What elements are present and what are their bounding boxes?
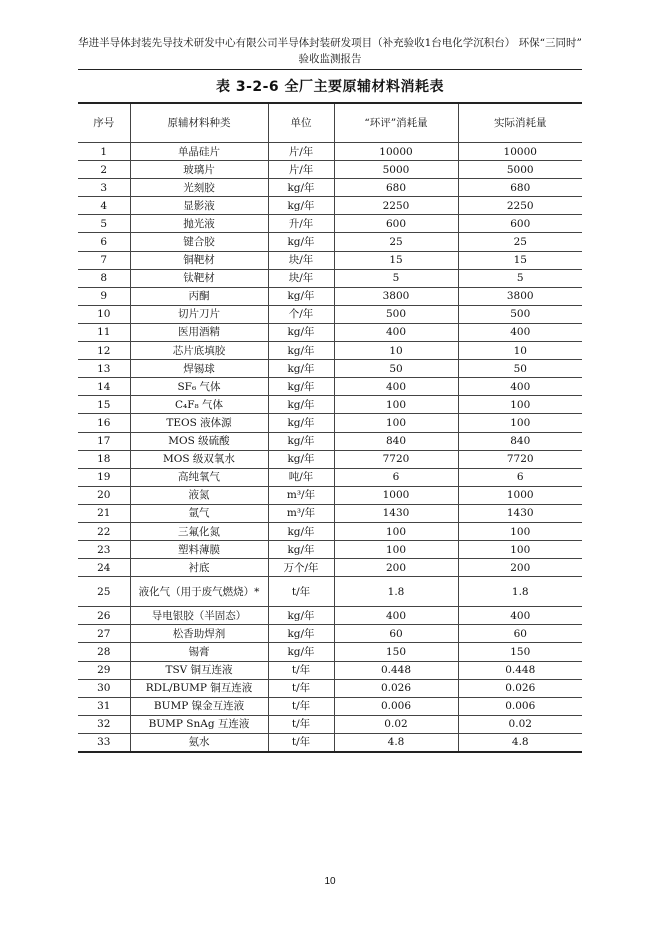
cell-material-name: C₄F₈ 气体: [130, 396, 268, 414]
table-row: [78, 360, 582, 378]
table-row: [78, 287, 582, 305]
table-row: [78, 450, 582, 468]
cell-eia-consumption: 1000: [334, 486, 458, 504]
cell-number: 8: [78, 269, 130, 287]
table-row: [78, 233, 582, 251]
table-row: [78, 197, 582, 215]
table-row: [78, 269, 582, 287]
cell-eia-consumption: 0.006: [334, 697, 458, 715]
table-row: [78, 323, 582, 341]
cell-unit: kg/年: [268, 287, 334, 305]
cell-unit: kg/年: [268, 414, 334, 432]
cell-number: 15: [78, 396, 130, 414]
cell-number: 23: [78, 541, 130, 559]
cell-actual-consumption: 0.02: [458, 715, 582, 733]
table-row: [78, 161, 582, 179]
cell-actual-consumption: 200: [458, 559, 582, 577]
cell-number: 25: [78, 577, 130, 607]
table-row: [78, 179, 582, 197]
cell-number: 32: [78, 715, 130, 733]
cell-actual-consumption: 4.8: [458, 733, 582, 752]
cell-eia-consumption: 10: [334, 342, 458, 360]
table-row: [78, 215, 582, 233]
table-row: [78, 305, 582, 323]
cell-material-name: 导电银胶（半固态）: [130, 607, 268, 625]
cell-actual-consumption: 5: [458, 269, 582, 287]
cell-unit: kg/年: [268, 522, 334, 540]
table-row: [78, 625, 582, 643]
cell-unit: kg/年: [268, 396, 334, 414]
cell-unit: kg/年: [268, 625, 334, 643]
cell-number: 6: [78, 233, 130, 251]
cell-actual-consumption: 840: [458, 432, 582, 450]
cell-unit: t/年: [268, 733, 334, 752]
table-row: [78, 432, 582, 450]
cell-unit: kg/年: [268, 360, 334, 378]
cell-number: 12: [78, 342, 130, 360]
cell-unit: kg/年: [268, 541, 334, 559]
cell-unit: 升/年: [268, 215, 334, 233]
table-row: [78, 504, 582, 522]
page-number: 10: [324, 876, 336, 887]
cell-material-name: 液氮: [130, 486, 268, 504]
cell-unit: 万个/年: [268, 559, 334, 577]
cell-eia-consumption: 100: [334, 414, 458, 432]
cell-material-name: 钛靶材: [130, 269, 268, 287]
cell-eia-consumption: 5: [334, 269, 458, 287]
cell-material-name: 氩气: [130, 504, 268, 522]
cell-actual-consumption: 100: [458, 396, 582, 414]
cell-material-name: 抛光液: [130, 215, 268, 233]
cell-eia-consumption: 1.8: [334, 577, 458, 607]
cell-actual-consumption: 0.006: [458, 697, 582, 715]
cell-number: 29: [78, 661, 130, 679]
cell-eia-consumption: 4.8: [334, 733, 458, 752]
cell-material-name: 显影液: [130, 197, 268, 215]
cell-actual-consumption: 680: [458, 179, 582, 197]
cell-unit: m³/年: [268, 504, 334, 522]
cell-material-name: 液化气（用于废气燃烧）*: [130, 577, 268, 607]
cell-material-name: TEOS 液体源: [130, 414, 268, 432]
cell-material-name: 光刻胶: [130, 179, 268, 197]
table-row: [78, 643, 582, 661]
table-row: [78, 679, 582, 697]
cell-material-name: 三氟化氮: [130, 522, 268, 540]
cell-unit: kg/年: [268, 643, 334, 661]
cell-material-name: 铜靶材: [130, 251, 268, 269]
cell-actual-consumption: 1430: [458, 504, 582, 522]
header-divider: [78, 69, 582, 70]
cell-material-name: 塑料薄膜: [130, 541, 268, 559]
cell-eia-consumption: 10000: [334, 143, 458, 161]
cell-number: 19: [78, 468, 130, 486]
cell-material-name: 医用酒精: [130, 323, 268, 341]
header-line-1: 华进半导体封装先导技术研发中心有限公司半导体封装研发项目（补充验收1台电化学沉积台） 环保“三同时”: [78, 37, 582, 49]
cell-number: 30: [78, 679, 130, 697]
cell-eia-consumption: 60: [334, 625, 458, 643]
column-header-unit: 单位: [268, 103, 334, 143]
table-row: [78, 715, 582, 733]
cell-eia-consumption: 1430: [334, 504, 458, 522]
cell-material-name: 丙酮: [130, 287, 268, 305]
table-row: [78, 559, 582, 577]
table-body: [78, 143, 582, 753]
cell-material-name: 高纯氧气: [130, 468, 268, 486]
cell-actual-consumption: 400: [458, 323, 582, 341]
cell-material-name: 松香助焊剂: [130, 625, 268, 643]
cell-eia-consumption: 400: [334, 607, 458, 625]
cell-material-name: 锡膏: [130, 643, 268, 661]
cell-actual-consumption: 600: [458, 215, 582, 233]
cell-actual-consumption: 3800: [458, 287, 582, 305]
cell-eia-consumption: 15: [334, 251, 458, 269]
cell-actual-consumption: 5000: [458, 161, 582, 179]
cell-unit: kg/年: [268, 197, 334, 215]
table-row: [78, 468, 582, 486]
cell-number: 21: [78, 504, 130, 522]
cell-material-name: SF₆ 气体: [130, 378, 268, 396]
cell-eia-consumption: 680: [334, 179, 458, 197]
cell-unit: 个/年: [268, 305, 334, 323]
cell-number: 18: [78, 450, 130, 468]
cell-eia-consumption: 840: [334, 432, 458, 450]
cell-eia-consumption: 400: [334, 378, 458, 396]
table-row: [78, 378, 582, 396]
cell-unit: kg/年: [268, 342, 334, 360]
cell-number: 1: [78, 143, 130, 161]
cell-number: 13: [78, 360, 130, 378]
header-line-2: 验收监测报告: [298, 53, 362, 65]
cell-actual-consumption: 400: [458, 607, 582, 625]
cell-unit: t/年: [268, 715, 334, 733]
cell-unit: kg/年: [268, 233, 334, 251]
cell-actual-consumption: 100: [458, 522, 582, 540]
cell-number: 26: [78, 607, 130, 625]
page-header: [60, 35, 600, 67]
cell-number: 3: [78, 179, 130, 197]
cell-unit: t/年: [268, 697, 334, 715]
cell-actual-consumption: 10: [458, 342, 582, 360]
cell-number: 14: [78, 378, 130, 396]
cell-eia-consumption: 3800: [334, 287, 458, 305]
cell-eia-consumption: 100: [334, 541, 458, 559]
column-header-no: 序号: [78, 103, 130, 143]
cell-number: 22: [78, 522, 130, 540]
cell-unit: kg/年: [268, 432, 334, 450]
cell-eia-consumption: 100: [334, 522, 458, 540]
cell-number: 27: [78, 625, 130, 643]
table-row: [78, 143, 582, 161]
cell-unit: 吨/年: [268, 468, 334, 486]
cell-actual-consumption: 15: [458, 251, 582, 269]
cell-unit: 片/年: [268, 143, 334, 161]
cell-eia-consumption: 2250: [334, 197, 458, 215]
cell-actual-consumption: 1000: [458, 486, 582, 504]
cell-material-name: MOS 级硫酸: [130, 432, 268, 450]
table-row: [78, 607, 582, 625]
cell-unit: 块/年: [268, 251, 334, 269]
cell-actual-consumption: 100: [458, 541, 582, 559]
column-header-actual-consumption: 实际消耗量: [458, 103, 582, 143]
cell-actual-consumption: 10000: [458, 143, 582, 161]
table-row: [78, 396, 582, 414]
table-title: 表 3-2-6 全厂主要原辅材料消耗表: [215, 79, 445, 95]
table-row: [78, 697, 582, 715]
table-row: [78, 541, 582, 559]
cell-actual-consumption: 1.8: [458, 577, 582, 607]
cell-actual-consumption: 0.448: [458, 661, 582, 679]
cell-eia-consumption: 0.448: [334, 661, 458, 679]
cell-number: 28: [78, 643, 130, 661]
cell-actual-consumption: 500: [458, 305, 582, 323]
cell-actual-consumption: 25: [458, 233, 582, 251]
table-row: [78, 251, 582, 269]
cell-number: 5: [78, 215, 130, 233]
cell-eia-consumption: 100: [334, 396, 458, 414]
cell-actual-consumption: 7720: [458, 450, 582, 468]
cell-actual-consumption: 60: [458, 625, 582, 643]
cell-number: 16: [78, 414, 130, 432]
cell-material-name: 切片刀片: [130, 305, 268, 323]
table-row: [78, 661, 582, 679]
cell-number: 11: [78, 323, 130, 341]
cell-number: 17: [78, 432, 130, 450]
cell-material-name: 芯片底填胶: [130, 342, 268, 360]
cell-number: 10: [78, 305, 130, 323]
cell-unit: t/年: [268, 679, 334, 697]
cell-number: 9: [78, 287, 130, 305]
cell-unit: kg/年: [268, 450, 334, 468]
cell-unit: 块/年: [268, 269, 334, 287]
cell-eia-consumption: 5000: [334, 161, 458, 179]
cell-material-name: BUMP SnAg 互连液: [130, 715, 268, 733]
cell-eia-consumption: 6: [334, 468, 458, 486]
cell-eia-consumption: 150: [334, 643, 458, 661]
materials-table: [78, 102, 582, 753]
cell-number: 20: [78, 486, 130, 504]
table-row: [78, 733, 582, 752]
table-row: [78, 577, 582, 607]
column-header-material: 原辅材料种类: [130, 103, 268, 143]
cell-material-name: 键合胶: [130, 233, 268, 251]
column-header-eia-consumption: “环评”消耗量: [334, 103, 458, 143]
cell-actual-consumption: 150: [458, 643, 582, 661]
cell-number: 7: [78, 251, 130, 269]
cell-actual-consumption: 2250: [458, 197, 582, 215]
cell-unit: kg/年: [268, 378, 334, 396]
cell-actual-consumption: 400: [458, 378, 582, 396]
cell-material-name: 衬底: [130, 559, 268, 577]
cell-number: 4: [78, 197, 130, 215]
table-row: [78, 522, 582, 540]
cell-unit: t/年: [268, 661, 334, 679]
cell-unit: kg/年: [268, 179, 334, 197]
cell-number: 2: [78, 161, 130, 179]
cell-material-name: 焊锡球: [130, 360, 268, 378]
cell-unit: t/年: [268, 577, 334, 607]
cell-unit: kg/年: [268, 323, 334, 341]
cell-material-name: MOS 级双氧水: [130, 450, 268, 468]
cell-eia-consumption: 200: [334, 559, 458, 577]
table-row: [78, 414, 582, 432]
cell-material-name: TSV 铜互连液: [130, 661, 268, 679]
cell-material-name: 单晶硅片: [130, 143, 268, 161]
cell-actual-consumption: 0.026: [458, 679, 582, 697]
cell-eia-consumption: 500: [334, 305, 458, 323]
cell-unit: kg/年: [268, 607, 334, 625]
cell-number: 24: [78, 559, 130, 577]
cell-eia-consumption: 0.026: [334, 679, 458, 697]
cell-unit: 片/年: [268, 161, 334, 179]
cell-material-name: RDL/BUMP 铜互连液: [130, 679, 268, 697]
cell-eia-consumption: 400: [334, 323, 458, 341]
cell-number: 31: [78, 697, 130, 715]
cell-unit: m³/年: [268, 486, 334, 504]
cell-eia-consumption: 25: [334, 233, 458, 251]
cell-material-name: 玻璃片: [130, 161, 268, 179]
cell-number: 33: [78, 733, 130, 752]
cell-material-name: 氨水: [130, 733, 268, 752]
cell-actual-consumption: 100: [458, 414, 582, 432]
cell-eia-consumption: 0.02: [334, 715, 458, 733]
table-row: [78, 342, 582, 360]
cell-actual-consumption: 6: [458, 468, 582, 486]
cell-material-name: BUMP 镍金互连液: [130, 697, 268, 715]
table-header-row: [78, 103, 582, 143]
cell-eia-consumption: 7720: [334, 450, 458, 468]
cell-eia-consumption: 50: [334, 360, 458, 378]
cell-eia-consumption: 600: [334, 215, 458, 233]
cell-actual-consumption: 50: [458, 360, 582, 378]
table-row: [78, 486, 582, 504]
